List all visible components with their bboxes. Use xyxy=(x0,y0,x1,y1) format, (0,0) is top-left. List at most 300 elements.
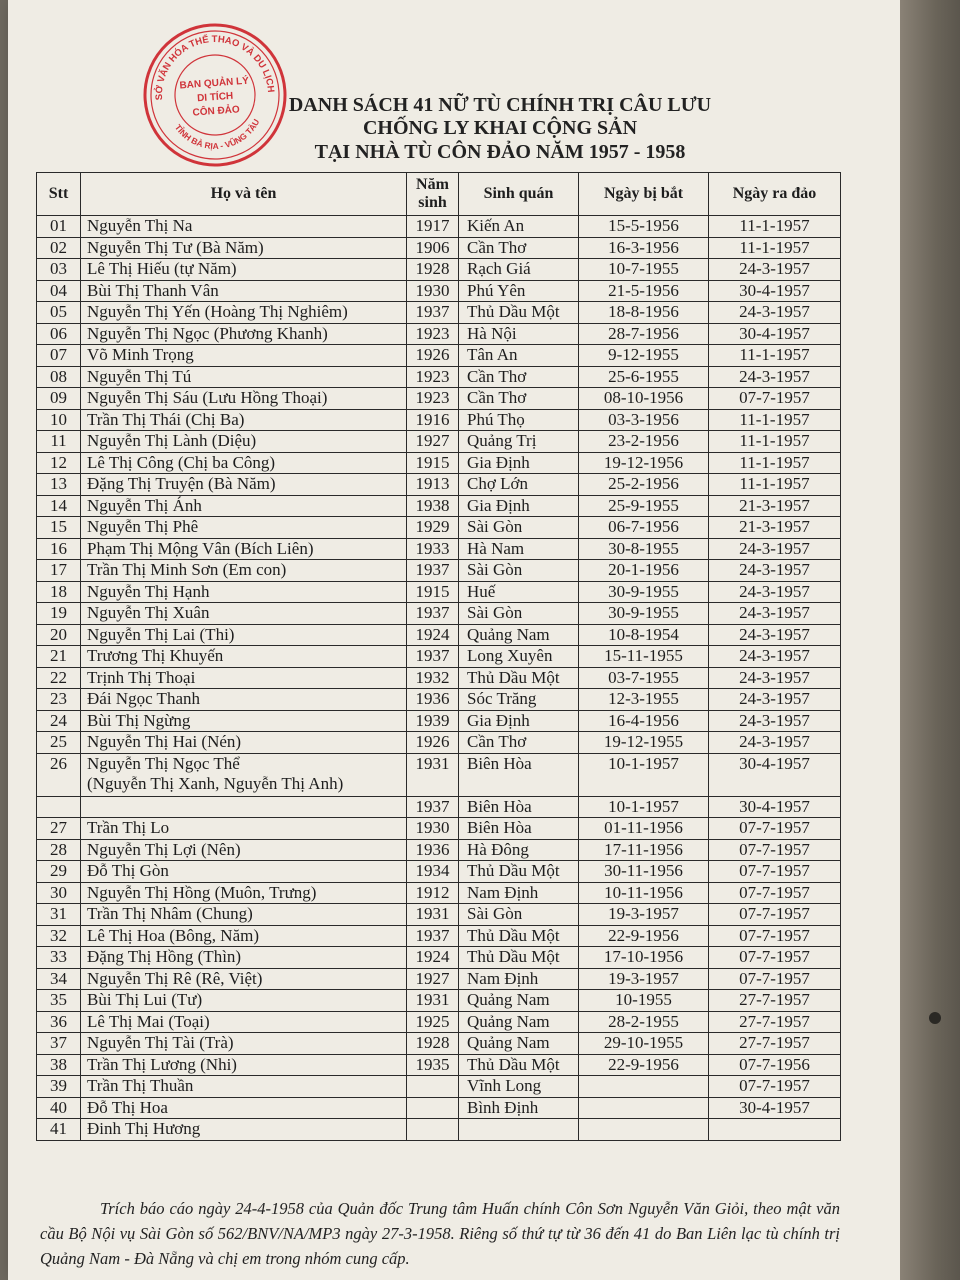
cell-place: Thủ Dầu Một xyxy=(459,947,579,969)
cell-stt: 18 xyxy=(37,581,81,603)
cell-year: 1927 xyxy=(407,431,459,453)
cell-arrest: 10-1955 xyxy=(579,990,709,1012)
cell-year: 1934 xyxy=(407,861,459,883)
stamp-arc-text: SỞ VĂN HÓA THỂ THAO VÀ DU LỊCH xyxy=(153,33,277,101)
cell-name: Nguyễn Thị Tú xyxy=(81,366,407,388)
cell-name: Nguyễn Thị Rê (Rê, Việt) xyxy=(81,968,407,990)
cell-place: Vĩnh Long xyxy=(459,1076,579,1098)
cell-exile: 11-1-1957 xyxy=(709,431,841,453)
cell-exile: 24-3-1957 xyxy=(709,560,841,582)
cell-name: Lê Thị Hiếu (tự Năm) xyxy=(81,259,407,281)
cell-name: Trần Thị Minh Sơn (Em con) xyxy=(81,560,407,582)
cell-year: 1936 xyxy=(407,839,459,861)
cell-stt: 02 xyxy=(37,237,81,259)
cell-exile: 11-1-1957 xyxy=(709,409,841,431)
table-header-row xyxy=(37,173,841,216)
cell-year: 1937 xyxy=(407,560,459,582)
cell-arrest: 17-11-1956 xyxy=(579,839,709,861)
cell-name: Nguyễn Thị Tài (Trà) xyxy=(81,1033,407,1055)
cell-year: 1913 xyxy=(407,474,459,496)
cell-exile: 07-7-1957 xyxy=(709,882,841,904)
cell-arrest: 22-9-1956 xyxy=(579,1054,709,1076)
cell-place: Sài Gòn xyxy=(459,517,579,539)
cell-exile: 07-7-1957 xyxy=(709,904,841,926)
cell-name xyxy=(81,796,407,818)
cell-year: 1937 xyxy=(407,925,459,947)
cell-name: Đinh Thị Hương xyxy=(81,1119,407,1141)
header-name: Họ và tên xyxy=(81,173,407,216)
table-row xyxy=(37,474,841,496)
cell-arrest: 16-3-1956 xyxy=(579,237,709,259)
table-row xyxy=(37,968,841,990)
cell-name: Nguyễn Thị Lai (Thi) xyxy=(81,624,407,646)
table-row xyxy=(37,1033,841,1055)
cell-exile: 07-7-1957 xyxy=(709,818,841,840)
table-row xyxy=(37,409,841,431)
cell-stt: 38 xyxy=(37,1054,81,1076)
cell-place: Nam Định xyxy=(459,882,579,904)
cell-place: Sài Gòn xyxy=(459,603,579,625)
cell-year: 1927 xyxy=(407,968,459,990)
cell-exile: 24-3-1957 xyxy=(709,259,841,281)
cell-exile: 24-3-1957 xyxy=(709,710,841,732)
cell-exile: 07-7-1957 xyxy=(709,388,841,410)
cell-name: Nguyễn Thị Lành (Diệu) xyxy=(81,431,407,453)
table-row xyxy=(37,904,841,926)
cell-name: Phạm Thị Mộng Vân (Bích Liên) xyxy=(81,538,407,560)
cell-place: Thủ Dầu Một xyxy=(459,667,579,689)
cell-exile: 07-7-1957 xyxy=(709,861,841,883)
cell-year: 1933 xyxy=(407,538,459,560)
cell-place: Cần Thơ xyxy=(459,732,579,754)
cell-exile: 07-7-1957 xyxy=(709,947,841,969)
cell-stt: 04 xyxy=(37,280,81,302)
cell-stt: 22 xyxy=(37,667,81,689)
cell-year: 1936 xyxy=(407,689,459,711)
table-row xyxy=(37,732,841,754)
cell-stt: 08 xyxy=(37,366,81,388)
cell-stt: 13 xyxy=(37,474,81,496)
cell-arrest: 03-3-1956 xyxy=(579,409,709,431)
cell-arrest: 19-3-1957 xyxy=(579,968,709,990)
table-row xyxy=(37,710,841,732)
document-title-line1: DANH SÁCH 41 NỮ TÙ CHÍNH TRỊ CÂU LƯU xyxy=(288,94,712,116)
cell-arrest: 30-9-1955 xyxy=(579,603,709,625)
cell-year: 1938 xyxy=(407,495,459,517)
cell-arrest: 19-12-1955 xyxy=(579,732,709,754)
cell-arrest: 25-6-1955 xyxy=(579,366,709,388)
cell-place: Hà Đông xyxy=(459,839,579,861)
cell-stt: 19 xyxy=(37,603,81,625)
cell-exile: 24-3-1957 xyxy=(709,624,841,646)
cell-arrest: 25-9-1955 xyxy=(579,495,709,517)
cell-name: Bùi Thị Lui (Tư) xyxy=(81,990,407,1012)
cell-place: Hà Nam xyxy=(459,538,579,560)
header-stt: Stt xyxy=(37,173,81,216)
table-row xyxy=(37,603,841,625)
document-title-line2: CHỐNG LY KHAI CỘNG SẢN xyxy=(362,117,638,139)
cell-exile: 11-1-1957 xyxy=(709,474,841,496)
cell-year: 1924 xyxy=(407,624,459,646)
cell-exile: 24-3-1957 xyxy=(709,689,841,711)
cell-place: Quảng Trị xyxy=(459,431,579,453)
cell-place xyxy=(459,1119,579,1141)
table-row xyxy=(37,1119,841,1141)
cell-stt: 24 xyxy=(37,710,81,732)
cell-place: Huế xyxy=(459,581,579,603)
stamp-line1: BAN QUẢN LÝ xyxy=(179,75,250,92)
cell-stt: 20 xyxy=(37,624,81,646)
cell-name: Nguyễn Thị Ánh xyxy=(81,495,407,517)
cell-stt: 33 xyxy=(37,947,81,969)
cell-place: Gia Định xyxy=(459,710,579,732)
cell-exile: 24-3-1957 xyxy=(709,646,841,668)
cell-place: Gia Định xyxy=(459,495,579,517)
cell-place: Kiến An xyxy=(459,216,579,238)
cell-stt: 15 xyxy=(37,517,81,539)
cell-name: Nguyễn Thị Na xyxy=(81,216,407,238)
prisoner-table xyxy=(36,172,841,1141)
table-row xyxy=(37,237,841,259)
cell-name: Trương Thị Khuyến xyxy=(81,646,407,668)
cell-place: Thủ Dầu Một xyxy=(459,861,579,883)
stamp-line2: DI TÍCH xyxy=(196,90,234,105)
cell-exile: 24-3-1957 xyxy=(709,732,841,754)
cell-name: Trần Thị Lương (Nhi) xyxy=(81,1054,407,1076)
cell-name: Bùi Thị Ngừng xyxy=(81,710,407,732)
cell-exile xyxy=(709,1119,841,1141)
cell-exile: 11-1-1957 xyxy=(709,452,841,474)
cell-place: Thủ Dầu Một xyxy=(459,302,579,324)
header-place: Sinh quán xyxy=(459,173,579,216)
cell-stt: 06 xyxy=(37,323,81,345)
table-row xyxy=(37,646,841,668)
cell-place: Cần Thơ xyxy=(459,366,579,388)
cell-exile: 30-4-1957 xyxy=(709,323,841,345)
cell-arrest: 10-1-1957 xyxy=(579,753,709,796)
cell-stt: 29 xyxy=(37,861,81,883)
cell-exile: 30-4-1957 xyxy=(709,753,841,796)
table-row xyxy=(37,259,841,281)
cell-name-line1: Nguyễn Thị Ngọc Thể xyxy=(87,753,240,773)
cell-place: Gia Định xyxy=(459,452,579,474)
cell-name: Lê Thị Mai (Toại) xyxy=(81,1011,407,1033)
header-arrest: Ngày bị bắt xyxy=(579,173,709,216)
background-object xyxy=(929,1012,941,1024)
table-row xyxy=(37,517,841,539)
cell-exile: 30-4-1957 xyxy=(709,1097,841,1119)
cell-arrest: 15-11-1955 xyxy=(579,646,709,668)
cell-name: Nguyễn Thị Hạnh xyxy=(81,581,407,603)
cell-arrest: 10-7-1955 xyxy=(579,259,709,281)
cell-arrest: 28-2-1955 xyxy=(579,1011,709,1033)
table-row xyxy=(37,925,841,947)
table-row xyxy=(37,1054,841,1076)
cell-year: 1917 xyxy=(407,216,459,238)
cell-year: 1931 xyxy=(407,990,459,1012)
table-row xyxy=(37,947,841,969)
cell-stt: 34 xyxy=(37,968,81,990)
table-row xyxy=(37,560,841,582)
cell-place: Phú Yên xyxy=(459,280,579,302)
cell-stt: 25 xyxy=(37,732,81,754)
cell-stt: 40 xyxy=(37,1097,81,1119)
cell-arrest: 06-7-1956 xyxy=(579,517,709,539)
cell-arrest: 18-8-1956 xyxy=(579,302,709,324)
cell-place: Biên Hòa xyxy=(459,818,579,840)
cell-year: 1930 xyxy=(407,280,459,302)
table-row xyxy=(37,796,841,818)
cell-name: Trần Thị Thuần xyxy=(81,1076,407,1098)
cell-arrest: 17-10-1956 xyxy=(579,947,709,969)
cell-year: 1935 xyxy=(407,1054,459,1076)
cell-name: Nguyễn Thị Ngọc (Phương Khanh) xyxy=(81,323,407,345)
cell-place: Sài Gòn xyxy=(459,904,579,926)
cell-stt: 35 xyxy=(37,990,81,1012)
header-exile: Ngày ra đảo xyxy=(709,173,841,216)
cell-arrest: 01-11-1956 xyxy=(579,818,709,840)
cell-exile: 24-3-1957 xyxy=(709,366,841,388)
cell-arrest: 10-11-1956 xyxy=(579,882,709,904)
cell-exile: 27-7-1957 xyxy=(709,1011,841,1033)
cell-year: 1937 xyxy=(407,796,459,818)
cell-arrest: 19-3-1957 xyxy=(579,904,709,926)
table-row xyxy=(37,495,841,517)
stamp-bottom-text: TỈNH BÀ RỊA - VŨNG TÀU xyxy=(172,117,262,151)
cell-name: Nguyễn Thị Phê xyxy=(81,517,407,539)
cell-name: Trần Thị Lo xyxy=(81,818,407,840)
cell-stt: 21 xyxy=(37,646,81,668)
cell-name: Trần Thị Thái (Chị Ba) xyxy=(81,409,407,431)
cell-arrest: 30-8-1955 xyxy=(579,538,709,560)
table-row xyxy=(37,302,841,324)
cell-exile: 07-7-1957 xyxy=(709,839,841,861)
table-row xyxy=(37,581,841,603)
cell-exile: 11-1-1957 xyxy=(709,216,841,238)
cell-stt: 03 xyxy=(37,259,81,281)
cell-stt: 17 xyxy=(37,560,81,582)
cell-place: Biên Hòa xyxy=(459,753,579,796)
cell-stt: 27 xyxy=(37,818,81,840)
cell-place: Bình Định xyxy=(459,1097,579,1119)
source-note: Trích báo cáo ngày 24-4-1958 của Quản đốc Trung tâm Huấn chính Côn Sơn Nguyễn Văn Giỏi, theo mật văn cầu Bộ Nội vụ Sài Gòn số 562/BNV/NA/MP3 ngày 27-3-1958. Riêng số thứ tự từ 36 đến 41 do Ban Liên lạc tù chính trị Quảng Nam - Đà Nẵng và chị em trong nhóm cung cấp. xyxy=(40,1199,840,1268)
table-row xyxy=(37,818,841,840)
table-row xyxy=(37,452,841,474)
cell-place: Tân An xyxy=(459,345,579,367)
cell-year xyxy=(407,1076,459,1098)
cell-name xyxy=(81,753,407,796)
cell-year: 1915 xyxy=(407,452,459,474)
table-row xyxy=(37,323,841,345)
table-row xyxy=(37,216,841,238)
cell-year: 1929 xyxy=(407,517,459,539)
cell-arrest xyxy=(579,1119,709,1141)
background-surface xyxy=(900,0,960,1280)
cell-name: Lê Thị Công (Chị ba Công) xyxy=(81,452,407,474)
cell-year: 1926 xyxy=(407,345,459,367)
cell-arrest: 10-1-1957 xyxy=(579,796,709,818)
cell-arrest: 22-9-1956 xyxy=(579,925,709,947)
cell-place: Thủ Dầu Một xyxy=(459,925,579,947)
cell-arrest: 03-7-1955 xyxy=(579,667,709,689)
cell-stt: 32 xyxy=(37,925,81,947)
cell-stt: 16 xyxy=(37,538,81,560)
cell-name: Đỗ Thị Hoa xyxy=(81,1097,407,1119)
cell-name: Lê Thị Hoa (Bông, Năm) xyxy=(81,925,407,947)
cell-stt: 11 xyxy=(37,431,81,453)
cell-year: 1926 xyxy=(407,732,459,754)
cell-stt: 09 xyxy=(37,388,81,410)
cell-arrest: 29-10-1955 xyxy=(579,1033,709,1055)
cell-stt xyxy=(37,796,81,818)
cell-exile: 11-1-1957 xyxy=(709,345,841,367)
table-row xyxy=(37,839,841,861)
cell-year xyxy=(407,1119,459,1141)
cell-place: Thủ Dầu Một xyxy=(459,1054,579,1076)
cell-year: 1924 xyxy=(407,947,459,969)
cell-year: 1928 xyxy=(407,1033,459,1055)
cell-stt: 01 xyxy=(37,216,81,238)
cell-place: Quảng Nam xyxy=(459,1011,579,1033)
cell-arrest: 10-8-1954 xyxy=(579,624,709,646)
cell-stt: 37 xyxy=(37,1033,81,1055)
cell-stt: 30 xyxy=(37,882,81,904)
cell-arrest: 16-4-1956 xyxy=(579,710,709,732)
cell-stt: 14 xyxy=(37,495,81,517)
cell-name: Nguyễn Thị Tư (Bà Năm) xyxy=(81,237,407,259)
cell-name: Nguyễn Thị Xuân xyxy=(81,603,407,625)
table-row xyxy=(37,538,841,560)
table-row xyxy=(37,1011,841,1033)
cell-arrest: 9-12-1955 xyxy=(579,345,709,367)
cell-arrest: 08-10-1956 xyxy=(579,388,709,410)
cell-exile: 27-7-1957 xyxy=(709,1033,841,1055)
cell-stt: 39 xyxy=(37,1076,81,1098)
cell-exile: 21-3-1957 xyxy=(709,517,841,539)
cell-place: Rạch Giá xyxy=(459,259,579,281)
cell-year: 1939 xyxy=(407,710,459,732)
cell-place: Quảng Nam xyxy=(459,624,579,646)
cell-year: 1906 xyxy=(407,237,459,259)
cell-place: Cần Thơ xyxy=(459,388,579,410)
cell-name: Đỗ Thị Gòn xyxy=(81,861,407,883)
cell-exile: 07-7-1957 xyxy=(709,968,841,990)
cell-exile: 24-3-1957 xyxy=(709,538,841,560)
cell-year: 1931 xyxy=(407,904,459,926)
stamp-line3: CÔN ĐẢO xyxy=(192,104,241,119)
cell-year: 1930 xyxy=(407,818,459,840)
cell-name: Bùi Thị Thanh Vân xyxy=(81,280,407,302)
cell-stt: 23 xyxy=(37,689,81,711)
cell-year: 1923 xyxy=(407,388,459,410)
cell-exile: 11-1-1957 xyxy=(709,237,841,259)
cell-exile: 24-3-1957 xyxy=(709,603,841,625)
cell-place: Biên Hòa xyxy=(459,796,579,818)
cell-name: Nguyễn Thị Hồng (Muôn, Trưng) xyxy=(81,882,407,904)
cell-year: 1925 xyxy=(407,1011,459,1033)
cell-stt: 31 xyxy=(37,904,81,926)
cell-arrest: 30-9-1955 xyxy=(579,581,709,603)
cell-name: Trần Thị Nhâm (Chung) xyxy=(81,904,407,926)
cell-place: Nam Định xyxy=(459,968,579,990)
cell-stt: 12 xyxy=(37,452,81,474)
cell-exile: 07-7-1957 xyxy=(709,925,841,947)
cell-year: 1932 xyxy=(407,667,459,689)
cell-name: Trịnh Thị Thoại xyxy=(81,667,407,689)
cell-arrest xyxy=(579,1097,709,1119)
cell-stt: 05 xyxy=(37,302,81,324)
cell-year: 1937 xyxy=(407,646,459,668)
cell-place: Hà Nội xyxy=(459,323,579,345)
cell-arrest: 20-1-1956 xyxy=(579,560,709,582)
cell-stt: 26 xyxy=(37,753,81,796)
cell-stt: 36 xyxy=(37,1011,81,1033)
table-row xyxy=(37,861,841,883)
cell-exile: 24-3-1957 xyxy=(709,667,841,689)
cell-place: Long Xuyên xyxy=(459,646,579,668)
table-row xyxy=(37,1076,841,1098)
cell-name: Nguyễn Thị Lợi (Nên) xyxy=(81,839,407,861)
cell-year xyxy=(407,1097,459,1119)
cell-exile: 24-3-1957 xyxy=(709,581,841,603)
cell-place: Sóc Trăng xyxy=(459,689,579,711)
table-row xyxy=(37,753,841,796)
cell-exile: 07-7-1957 xyxy=(709,1076,841,1098)
cell-name-line2: (Nguyễn Thị Xanh, Nguyễn Thị Anh) xyxy=(87,773,344,793)
table-row xyxy=(37,689,841,711)
cell-year: 1916 xyxy=(407,409,459,431)
cell-arrest: 19-12-1956 xyxy=(579,452,709,474)
cell-arrest: 30-11-1956 xyxy=(579,861,709,883)
cell-arrest: 12-3-1955 xyxy=(579,689,709,711)
cell-name: Đặng Thị Truyện (Bà Năm) xyxy=(81,474,407,496)
cell-name: Đặng Thị Hồng (Thìn) xyxy=(81,947,407,969)
cell-arrest: 28-7-1956 xyxy=(579,323,709,345)
cell-exile: 21-3-1957 xyxy=(709,495,841,517)
cell-stt: 07 xyxy=(37,345,81,367)
cell-name: Nguyễn Thị Yến (Hoàng Thị Nghiêm) xyxy=(81,302,407,324)
cell-name: Võ Minh Trọng xyxy=(81,345,407,367)
table-row xyxy=(37,345,841,367)
cell-place: Chợ Lớn xyxy=(459,474,579,496)
table-row xyxy=(37,366,841,388)
cell-year: 1923 xyxy=(407,366,459,388)
cell-year: 1928 xyxy=(407,259,459,281)
document-title-line3: TẠI NHÀ TÙ CÔN ĐẢO NĂM 1957 - 1958 xyxy=(314,141,686,163)
cell-exile: 30-4-1957 xyxy=(709,280,841,302)
cell-arrest: 15-5-1956 xyxy=(579,216,709,238)
table-row xyxy=(37,280,841,302)
table-row xyxy=(37,624,841,646)
table-row xyxy=(37,1097,841,1119)
table-row xyxy=(37,882,841,904)
cell-place: Quảng Nam xyxy=(459,990,579,1012)
cell-name: Đái Ngọc Thanh xyxy=(81,689,407,711)
table-row xyxy=(37,431,841,453)
table-row xyxy=(37,990,841,1012)
cell-place: Phú Thọ xyxy=(459,409,579,431)
cell-name: Nguyễn Thị Hai (Nén) xyxy=(81,732,407,754)
cell-year: 1931 xyxy=(407,753,459,796)
table-row xyxy=(37,388,841,410)
cell-place: Cần Thơ xyxy=(459,237,579,259)
cell-arrest xyxy=(579,1076,709,1098)
cell-year: 1937 xyxy=(407,302,459,324)
cell-place: Quảng Nam xyxy=(459,1033,579,1055)
cell-exile: 24-3-1957 xyxy=(709,302,841,324)
cell-year: 1923 xyxy=(407,323,459,345)
cell-stt: 41 xyxy=(37,1119,81,1141)
